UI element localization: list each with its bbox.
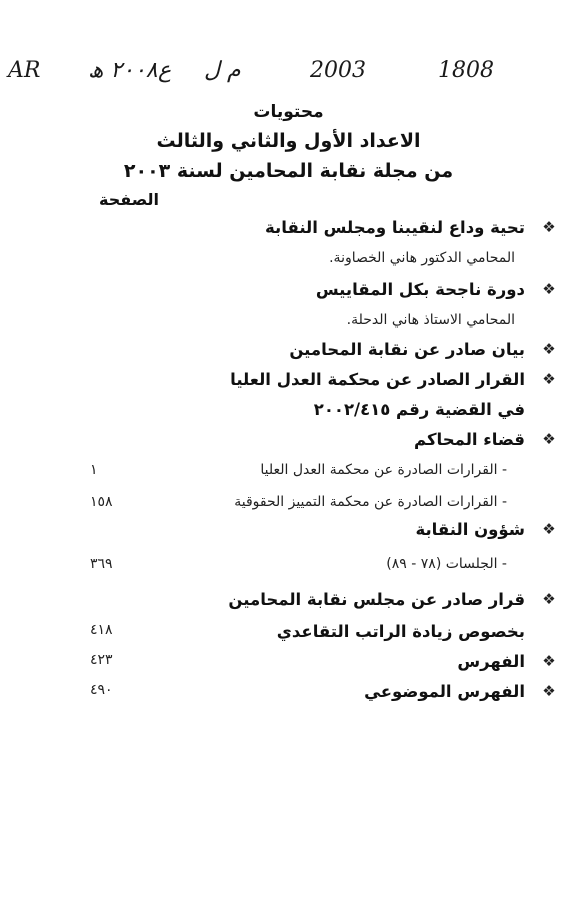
page-number: ٤١٨	[90, 622, 113, 638]
page-subtitle-2: من مجلة نقابة المحامين لسنة ٢٠٠٣	[123, 160, 454, 182]
entry-title: قرار صادر عن مجلس نقابة المحامين	[228, 590, 525, 609]
toc-entry	[0, 218, 577, 246]
diamond-bullet-icon: ❖	[542, 340, 556, 358]
toc-sub-entry	[0, 494, 577, 522]
toc-entry-author	[0, 312, 577, 340]
entry-author: المحامي الاستاذ هاني الدحلة.	[346, 312, 515, 328]
handwritten-year: 2003	[310, 58, 366, 83]
toc-sub-entry	[0, 462, 577, 490]
page-number: ٣٦٩	[90, 556, 113, 572]
entry-title: قضاء المحاكم	[414, 430, 525, 449]
diamond-bullet-icon: ❖	[542, 370, 556, 388]
toc-entry	[0, 520, 577, 548]
toc-entry-continued	[0, 400, 577, 428]
entry-title-continued: في القضية رقم ٢٠٠٢/٤١٥	[313, 400, 525, 419]
sub-entry-text: - القرارات الصادرة عن محكمة العدل العليا	[260, 462, 507, 478]
entry-author: المحامي الدكتور هاني الخصاونة.	[329, 250, 515, 266]
handwritten-number: 1808	[438, 58, 494, 83]
toc-entry	[0, 430, 577, 458]
entry-title: القرار الصادر عن محكمة العدل العليا	[230, 370, 525, 389]
entry-title: بيان صادر عن نقابة المحامين	[289, 340, 525, 359]
handwritten-note: AR	[8, 58, 41, 83]
toc-entry	[0, 652, 577, 680]
entry-title: شؤون النقابة	[415, 520, 525, 539]
page-subtitle: الاعداد الأول والثاني والثالث	[156, 130, 421, 152]
toc-sub-entry	[0, 556, 577, 584]
page-number: ١٥٨	[90, 494, 113, 510]
entry-title-continued: بخصوص زيادة الراتب التقاعدي	[276, 622, 525, 641]
diamond-bullet-icon: ❖	[542, 280, 556, 298]
entry-title: الفهرس	[457, 652, 525, 671]
toc-entry	[0, 340, 577, 368]
diamond-bullet-icon: ❖	[542, 430, 556, 448]
handwritten-note: ع	[158, 58, 172, 83]
toc-entry	[0, 280, 577, 308]
toc-entry	[0, 370, 577, 398]
handwritten-note: ٢٠٠٨ ھ	[88, 58, 158, 83]
page-title: محتويات	[253, 102, 324, 122]
entry-title: الفهرس الموضوعي	[364, 682, 525, 701]
entry-title: دورة ناجحة بكل المقاييس	[315, 280, 525, 299]
diamond-bullet-icon: ❖	[542, 682, 556, 700]
sub-entry-text: - القرارات الصادرة عن محكمة التمييز الحقوقية	[234, 494, 507, 510]
page-number: ٤٩٠	[90, 682, 113, 698]
page-number: ٤٢٣	[90, 652, 113, 668]
handwritten-note: م ل	[204, 58, 241, 83]
diamond-bullet-icon: ❖	[542, 652, 556, 670]
page-number: ١	[90, 462, 98, 478]
toc-entry	[0, 682, 577, 710]
diamond-bullet-icon: ❖	[542, 520, 556, 538]
sub-entry-text: - الجلسات (٧٨ - ٨٩)	[386, 556, 507, 572]
toc-entry-author	[0, 250, 577, 278]
toc-entry-continued	[0, 622, 577, 650]
diamond-bullet-icon: ❖	[542, 218, 556, 236]
entry-title: تحية وداع لنقيبنا ومجلس النقابة	[265, 218, 525, 237]
page-column-label: الصفحة	[98, 190, 159, 209]
diamond-bullet-icon: ❖	[542, 590, 556, 608]
toc-entry	[0, 590, 577, 618]
